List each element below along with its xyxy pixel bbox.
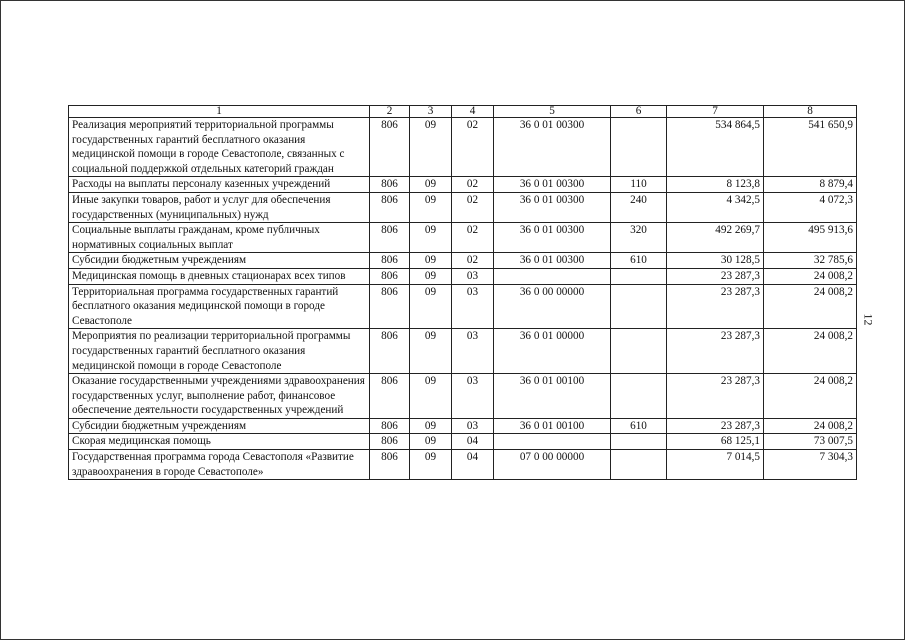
section-code-cell: 09 bbox=[410, 374, 452, 419]
table-row bbox=[69, 223, 857, 253]
ministry-code-cell: 806 bbox=[370, 177, 410, 193]
amount-year1-cell: 4 342,5 bbox=[667, 192, 764, 222]
section-code-cell: 09 bbox=[410, 284, 452, 329]
section-code-cell: 09 bbox=[410, 223, 452, 253]
table-row bbox=[69, 329, 857, 374]
table-row bbox=[69, 418, 857, 434]
amount-year1-cell: 492 269,7 bbox=[667, 223, 764, 253]
ministry-code-cell: 806 bbox=[370, 192, 410, 222]
target-article-cell: 36 0 01 00300 bbox=[494, 223, 611, 253]
header-row bbox=[69, 106, 857, 118]
section-code-cell: 09 bbox=[410, 434, 452, 450]
expense-type-cell bbox=[611, 450, 667, 480]
target-article-cell: 36 0 01 00100 bbox=[494, 374, 611, 419]
expense-type-cell: 610 bbox=[611, 418, 667, 434]
expense-type-cell bbox=[611, 268, 667, 284]
row-name-cell: Оказание государственными учреждениями здравоохранения государственных услуг, выполнение работ, финансовое обеспечение деятельности государственных учреждений bbox=[69, 374, 370, 419]
row-name-cell: Территориальная программа государственных гарантий бесплатного оказания медицинской помощи в городе Севастополе bbox=[69, 284, 370, 329]
table-row bbox=[69, 374, 857, 419]
page-number: 12 bbox=[861, 313, 876, 326]
subsection-code-cell: 02 bbox=[452, 223, 494, 253]
section-code-cell: 09 bbox=[410, 418, 452, 434]
amount-year2-cell: 495 913,6 bbox=[764, 223, 857, 253]
expense-type-cell bbox=[611, 374, 667, 419]
table-row bbox=[69, 177, 857, 193]
target-article-cell: 36 0 01 00100 bbox=[494, 418, 611, 434]
amount-year2-cell: 541 650,9 bbox=[764, 118, 857, 177]
amount-year1-cell: 23 287,3 bbox=[667, 284, 764, 329]
ministry-code-cell: 806 bbox=[370, 253, 410, 269]
subsection-code-cell: 03 bbox=[452, 374, 494, 419]
expense-type-cell bbox=[611, 118, 667, 177]
header-cell: 4 bbox=[452, 106, 494, 118]
amount-year2-cell: 24 008,2 bbox=[764, 329, 857, 374]
row-name-cell: Скорая медицинская помощь bbox=[69, 434, 370, 450]
section-code-cell: 09 bbox=[410, 450, 452, 480]
ministry-code-cell: 806 bbox=[370, 374, 410, 419]
row-name-cell: Мероприятия по реализации территориальной программы государственных гарантий бесплатного оказания медицинской помощи в городе Севастополе bbox=[69, 329, 370, 374]
table-row bbox=[69, 434, 857, 450]
subsection-code-cell: 04 bbox=[452, 450, 494, 480]
section-code-cell: 09 bbox=[410, 268, 452, 284]
row-name-cell: Социальные выплаты гражданам, кроме публичных нормативных социальных выплат bbox=[69, 223, 370, 253]
section-code-cell: 09 bbox=[410, 118, 452, 177]
expense-type-cell: 240 bbox=[611, 192, 667, 222]
table-row bbox=[69, 118, 857, 177]
row-name-cell: Государственная программа города Севастополя «Развитие здравоохранения в городе Севастополе» bbox=[69, 450, 370, 480]
amount-year2-cell: 4 072,3 bbox=[764, 192, 857, 222]
subsection-code-cell: 02 bbox=[452, 177, 494, 193]
ministry-code-cell: 806 bbox=[370, 223, 410, 253]
section-code-cell: 09 bbox=[410, 177, 452, 193]
section-code-cell: 09 bbox=[410, 192, 452, 222]
row-name-cell: Расходы на выплаты персоналу казенных учреждений bbox=[69, 177, 370, 193]
subsection-code-cell: 03 bbox=[452, 418, 494, 434]
subsection-code-cell: 04 bbox=[452, 434, 494, 450]
expense-type-cell: 320 bbox=[611, 223, 667, 253]
table-row bbox=[69, 450, 857, 480]
amount-year1-cell: 23 287,3 bbox=[667, 418, 764, 434]
amount-year1-cell: 23 287,3 bbox=[667, 374, 764, 419]
amount-year1-cell: 23 287,3 bbox=[667, 268, 764, 284]
table-row bbox=[69, 284, 857, 329]
subsection-code-cell: 03 bbox=[452, 284, 494, 329]
target-article-cell: 36 0 00 00000 bbox=[494, 284, 611, 329]
ministry-code-cell: 806 bbox=[370, 268, 410, 284]
subsection-code-cell: 02 bbox=[452, 253, 494, 269]
row-name-cell: Субсидии бюджетным учреждениям bbox=[69, 253, 370, 269]
subsection-code-cell: 03 bbox=[452, 268, 494, 284]
ministry-code-cell: 806 bbox=[370, 329, 410, 374]
amount-year2-cell: 24 008,2 bbox=[764, 284, 857, 329]
ministry-code-cell: 806 bbox=[370, 418, 410, 434]
expense-type-cell bbox=[611, 284, 667, 329]
header-cell: 1 bbox=[69, 106, 370, 118]
section-code-cell: 09 bbox=[410, 253, 452, 269]
header-cell: 6 bbox=[611, 106, 667, 118]
subsection-code-cell: 02 bbox=[452, 192, 494, 222]
amount-year1-cell: 23 287,3 bbox=[667, 329, 764, 374]
target-article-cell: 07 0 00 00000 bbox=[494, 450, 611, 480]
section-code-cell: 09 bbox=[410, 329, 452, 374]
target-article-cell: 36 0 01 00300 bbox=[494, 177, 611, 193]
header-cell: 8 bbox=[764, 106, 857, 118]
target-article-cell: 36 0 01 00300 bbox=[494, 253, 611, 269]
row-name-cell: Иные закупки товаров, работ и услуг для обеспечения государственных (муниципальных) нужд bbox=[69, 192, 370, 222]
amount-year2-cell: 8 879,4 bbox=[764, 177, 857, 193]
ministry-code-cell: 806 bbox=[370, 450, 410, 480]
expense-type-cell: 110 bbox=[611, 177, 667, 193]
header-cell: 5 bbox=[494, 106, 611, 118]
target-article-cell bbox=[494, 268, 611, 284]
row-name-cell: Реализация мероприятий территориальной программы государственных гарантий бесплатного оказания медицинской помощи в городе Севастополе, связанных с социальной поддержкой отдельных категорий граждан bbox=[69, 118, 370, 177]
row-name-cell: Субсидии бюджетным учреждениям bbox=[69, 418, 370, 434]
expense-type-cell bbox=[611, 329, 667, 374]
header-cell: 7 bbox=[667, 106, 764, 118]
amount-year2-cell: 24 008,2 bbox=[764, 374, 857, 419]
expense-type-cell: 610 bbox=[611, 253, 667, 269]
ministry-code-cell: 806 bbox=[370, 118, 410, 177]
target-article-cell: 36 0 01 00000 bbox=[494, 329, 611, 374]
amount-year2-cell: 73 007,5 bbox=[764, 434, 857, 450]
amount-year1-cell: 30 128,5 bbox=[667, 253, 764, 269]
subsection-code-cell: 03 bbox=[452, 329, 494, 374]
amount-year2-cell: 32 785,6 bbox=[764, 253, 857, 269]
header-cell: 3 bbox=[410, 106, 452, 118]
table-row bbox=[69, 268, 857, 284]
row-name-cell: Медицинская помощь в дневных стационарах всех типов bbox=[69, 268, 370, 284]
amount-year2-cell: 24 008,2 bbox=[764, 268, 857, 284]
amount-year1-cell: 534 864,5 bbox=[667, 118, 764, 177]
amount-year2-cell: 24 008,2 bbox=[764, 418, 857, 434]
budget-table bbox=[68, 105, 857, 480]
target-article-cell: 36 0 01 00300 bbox=[494, 118, 611, 177]
ministry-code-cell: 806 bbox=[370, 284, 410, 329]
target-article-cell: 36 0 01 00300 bbox=[494, 192, 611, 222]
subsection-code-cell: 02 bbox=[452, 118, 494, 177]
target-article-cell bbox=[494, 434, 611, 450]
ministry-code-cell: 806 bbox=[370, 434, 410, 450]
header-cell: 2 bbox=[370, 106, 410, 118]
table-row bbox=[69, 192, 857, 222]
table-row bbox=[69, 253, 857, 269]
amount-year1-cell: 7 014,5 bbox=[667, 450, 764, 480]
amount-year1-cell: 68 125,1 bbox=[667, 434, 764, 450]
expense-type-cell bbox=[611, 434, 667, 450]
amount-year2-cell: 7 304,3 bbox=[764, 450, 857, 480]
amount-year1-cell: 8 123,8 bbox=[667, 177, 764, 193]
